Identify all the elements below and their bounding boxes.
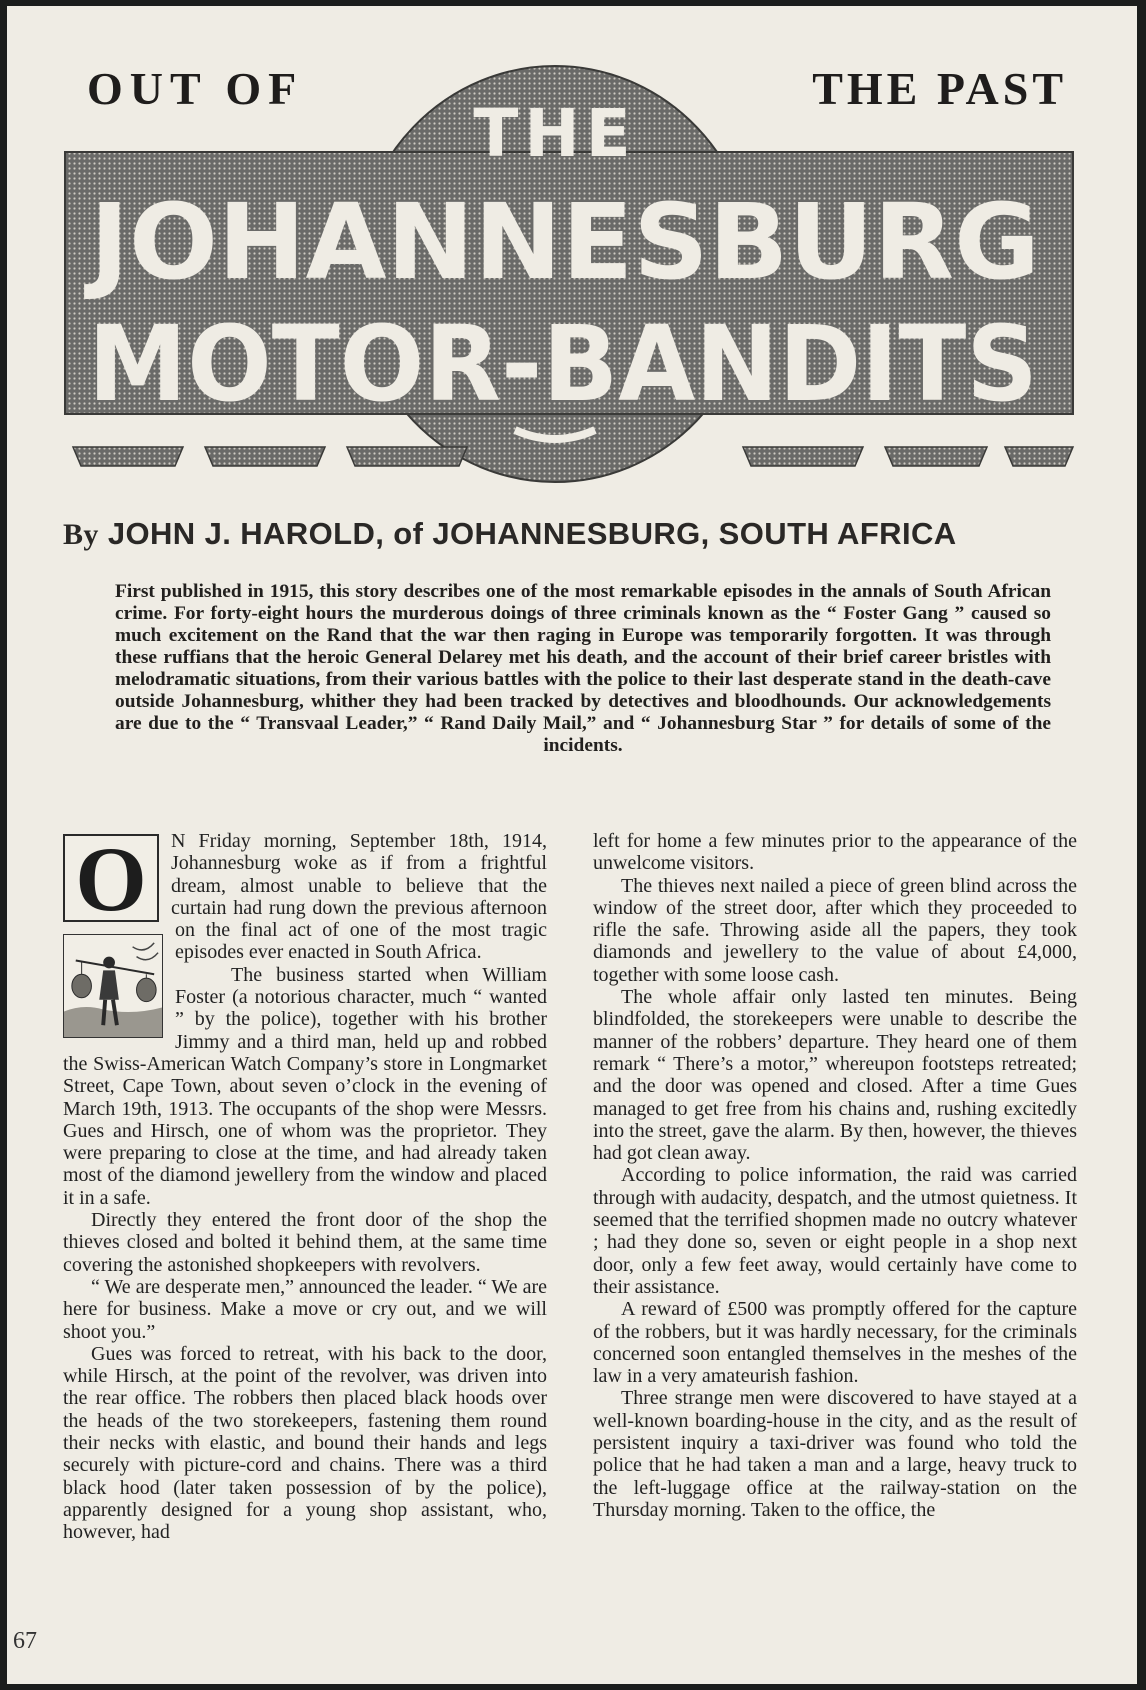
porter-illustration-icon — [63, 934, 163, 1038]
paragraph: Gues was forced to retreat, with his back to the door, while Hirsch, at the point of the revolver, was driven into the rear office. The robbers then placed black hoods over the heads of the two storekeepers, fastening them round their necks with elastic, and bound their hands and legs securely with picture-cord and chains. There was a third black hood (later taken possession of by the police), apparently designed for a young shop assistant, who, however, had — [63, 1342, 547, 1544]
paragraph: The business started when William Foster (a notorious character, much “ wanted ” by the police), together with his brother Jimmy and a third man, held up and robbed the Swiss-American Watch Company’s store in Longmarket Street, Cape Town, about seven o’clock in the evening of March 19th, 1913. The occupants of the shop were Messrs. Gues and Hirsch, one of whom was the proprietor. They were preparing to close at the time, and had already taken most of the diamond jewellery from the window and placed it in a safe. — [63, 963, 547, 1209]
byline-by: By — [63, 518, 99, 551]
series-title-right: THE PAST — [812, 63, 1067, 114]
byline — [63, 516, 1093, 552]
paragraph: Directly they entered the front door of the shop the thieves closed and bolted it behind them, at the same time covering the astonished shopkeepers with revolvers. — [63, 1209, 547, 1276]
article-column-left — [63, 830, 547, 1544]
page-number: 67 — [13, 1628, 37, 1654]
magazine-page — [7, 6, 1137, 1684]
paragraph: The thieves next nailed a piece of green blind across the window of the street door, after which they proceeded to rifle the safe. Throwing aside all the papers, they took diamonds and jewellery to the value of about £4,000, together with some loose cash. — [593, 874, 1077, 986]
byline-author: JOHN J. HAROLD, of JOHANNESBURG, SOUTH AFRICA — [107, 516, 957, 551]
intro-standfirst: First published in 1915, this story describes one of the most remarkable episodes in the annals of South African crime. For forty-eight hours the murderous doings of three criminals known as the “ Foster Gang ” caused so much excitement on the Rand that the war then raging in Europe was temporarily forgotten. It was through these ruffians that the heroic General Delarey met his death, and the account of their brief career bristles with melodramatic situations, from their various battles with the police to their last desperate stand in the death-cave outside Johannesburg, whither they had been tracked by detectives and bloodhounds. Our acknowledgements are due to the “ Transvaal Leader,” “ Rand Daily Mail,” and “ Johannesburg Star ” for details of some of the incidents. — [115, 581, 1051, 756]
paragraph: According to police information, the raid was carried through with audacity, despatch, and the utmost quietness. It seemed that the terrified shopmen made no outcry whatever ; had they done so, seven or eight people in a shop next door, only a few feet away, would certainly have come to their assistance. — [593, 1164, 1077, 1298]
title-line-1: JOHANNESBURG — [83, 181, 1041, 303]
paragraph: A reward of £500 was promptly offered for the capture of the robbers, but it was hardly necessary, for the criminals concerned soon entangled themselves in the meshes of the law in a very amateurish fashion. — [593, 1298, 1077, 1388]
paragraph: Three strange men were discovered to have stayed at a well-known boarding-house in the city, and as the result of persistent inquiry a taxi-driver was found who told the police that he had taken a man and a large, heavy truck to the left-luggage office at the railway-station on the Thursday morning. Taken to the office, the — [593, 1387, 1077, 1521]
article-column-right — [593, 830, 1077, 1521]
series-title-left: OUT OF — [87, 63, 304, 114]
title-the: THE — [473, 95, 637, 172]
paragraph: left for home a few minutes prior to the appearance of the unwelcome visitors. — [593, 830, 1077, 875]
paragraph: N Friday morning, September 18th, 1914, Johannesburg woke as if from a frightful dream, almost unable to believe that the curtain had rung down the previous afternoon on the final act of one of the most tragic episodes ever enacted in South Africa. — [171, 830, 547, 964]
paragraph: “ We are desperate men,” announced the leader. “ We are here for business. Make a move or cry out, and we will shoot you.” — [63, 1275, 547, 1343]
copyright-notice: Copyright Cosmo Int. Ltd — [10, 1670, 132, 1682]
drop-cap: O — [63, 834, 159, 922]
paragraph: The whole affair only lasted ten minutes. Being blindfolded, the storekeepers were unable to describe the manner of the robbers’ departure. They heard one of them remark “ There’s a motor,” whereupon footsteps retreated; and the door was opened and closed. After a time Gues managed to get free from his chains and, rushing excitedly into the street, gave the alarm. By then, however, the thieves had got clean away. — [593, 986, 1077, 1165]
title-line-2: MOTOR-BANDITS — [88, 303, 1038, 425]
